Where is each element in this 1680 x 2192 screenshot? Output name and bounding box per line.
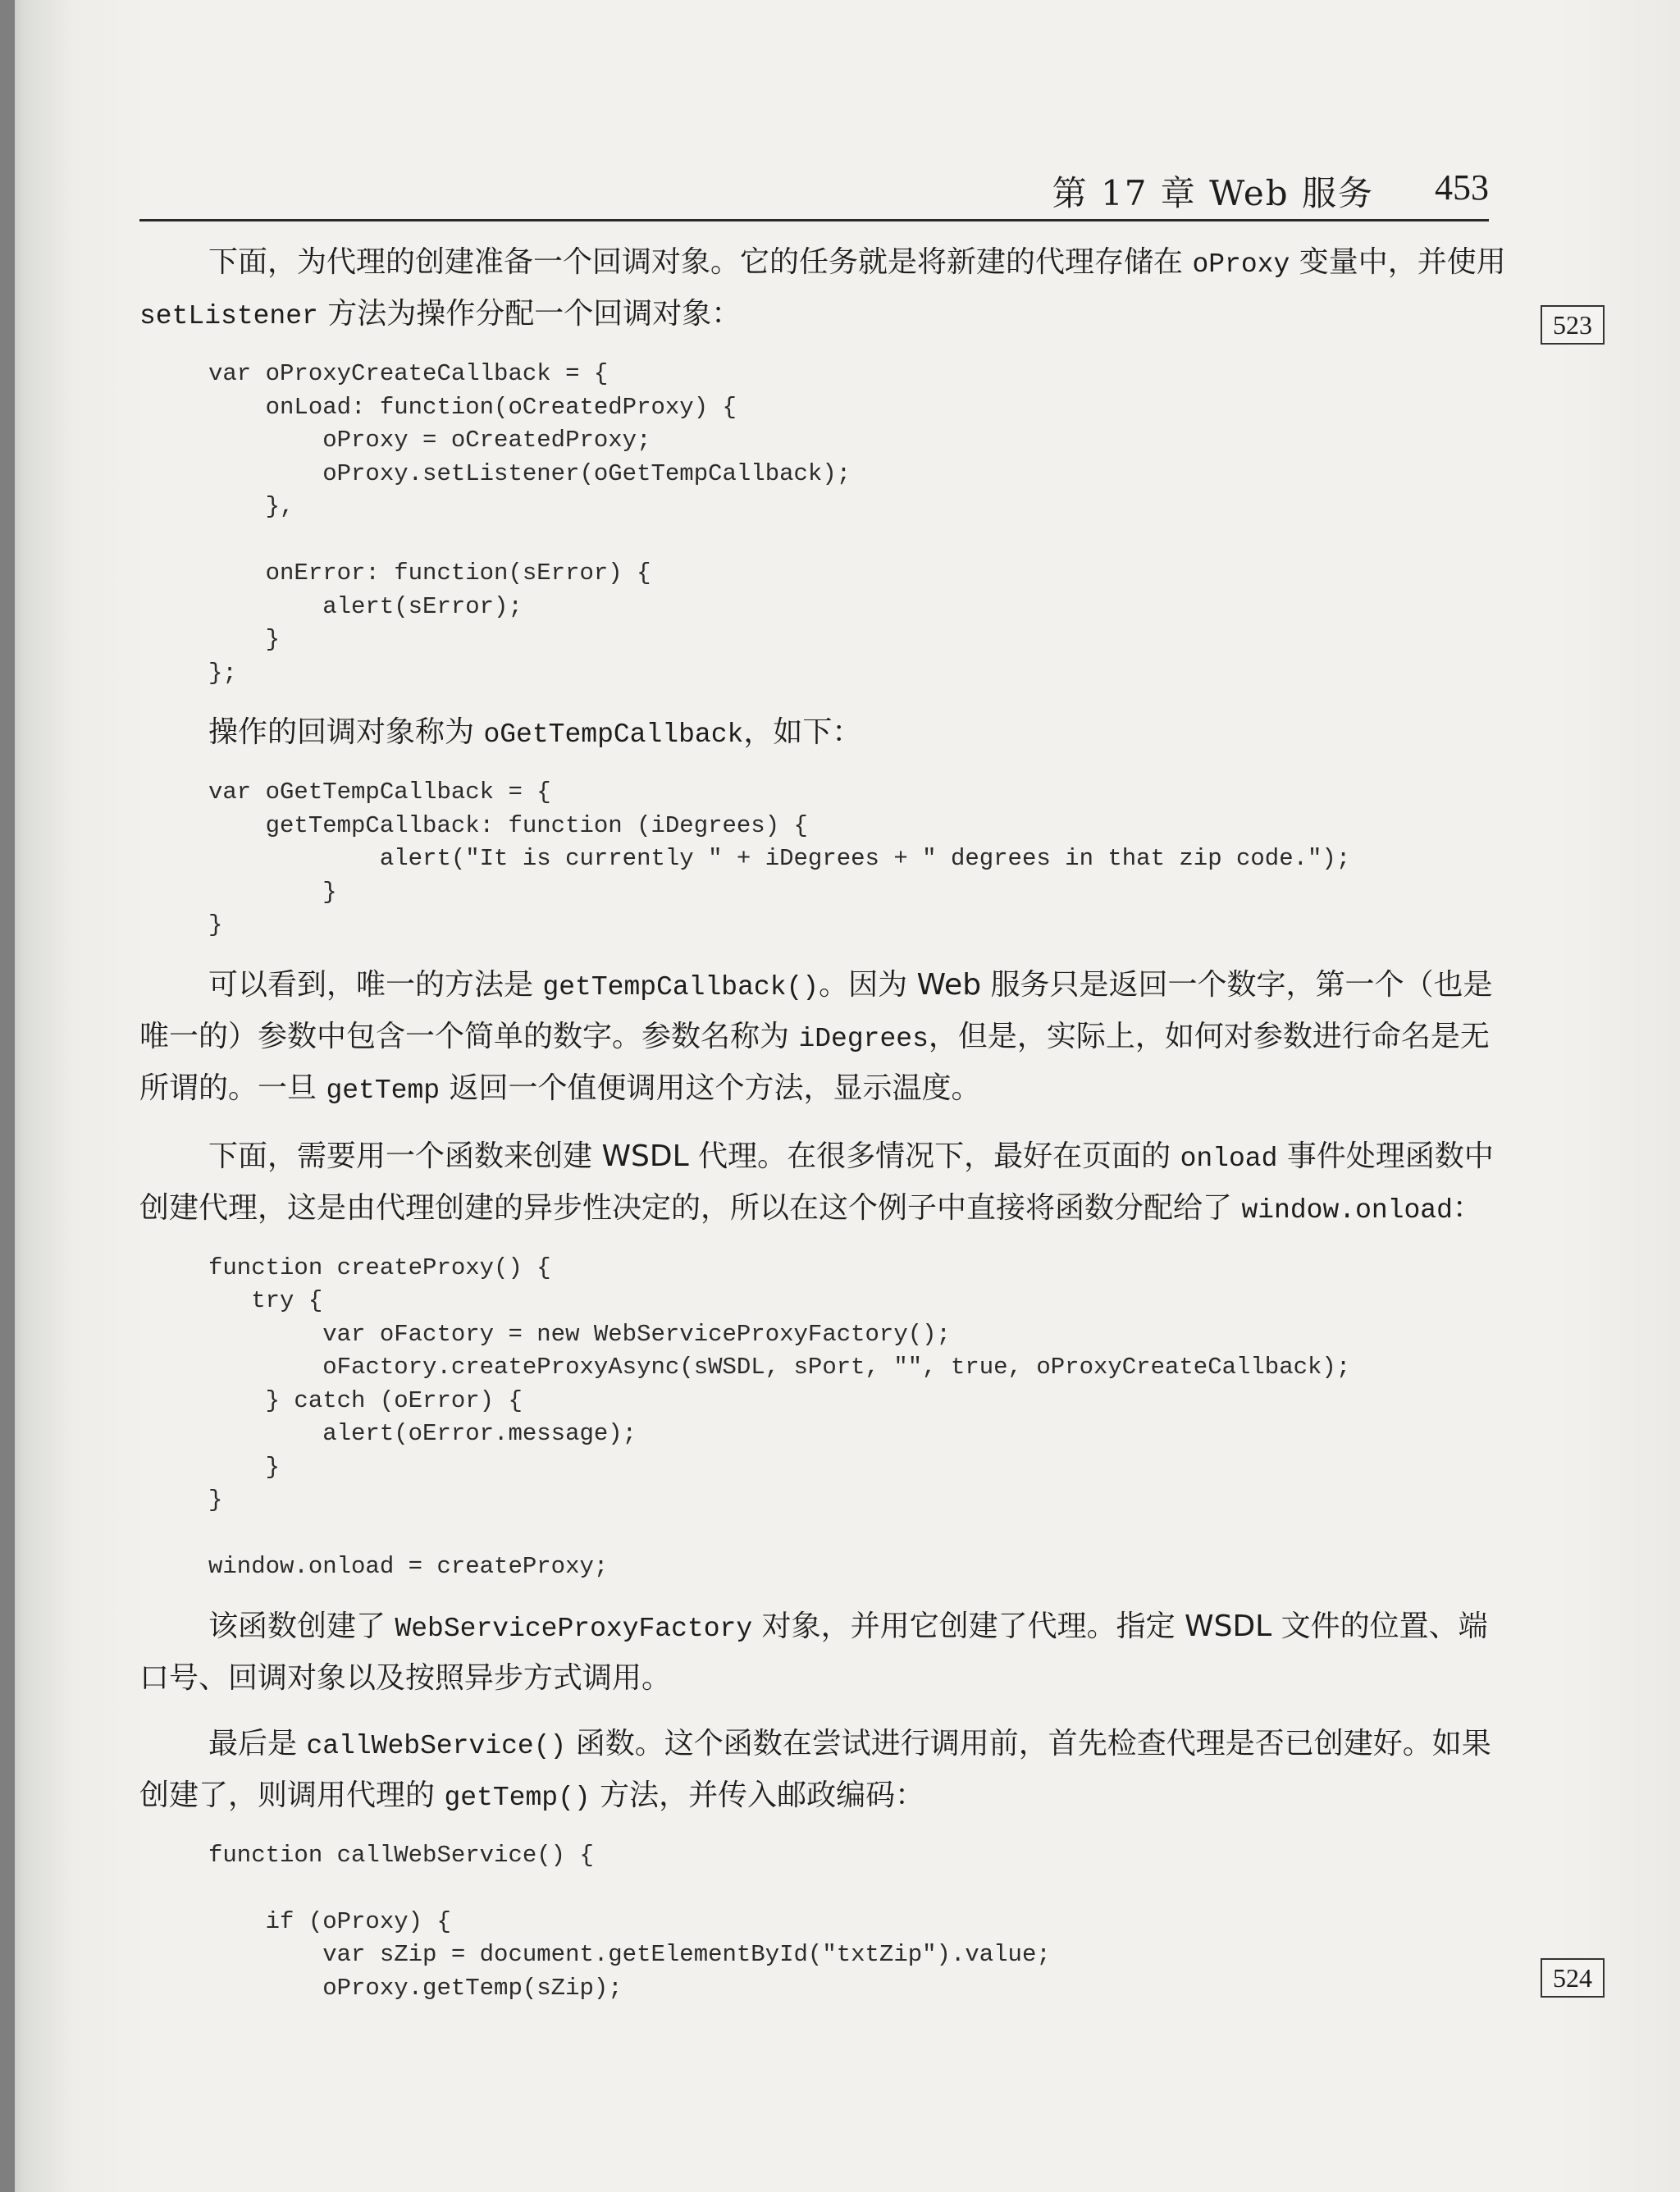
paragraph-text: 操作的回调对象称为 (208, 715, 484, 749)
body-paragraph (139, 1132, 1509, 1235)
margin-page-ref: 523 (1541, 305, 1605, 345)
inline-code: setListener (139, 301, 318, 331)
paragraph-text: 对象，并用它创建了代理。指定 WSDL 文件的位置、端口号、回调对象以及按照异步方式调用。 (139, 1609, 1488, 1695)
inline-code: callWebService() (306, 1730, 567, 1761)
code-listing: var oProxyCreateCallback = { onLoad: function(oCreatedProxy) { oProxy = oCreatedProxy; oProxy.setListener(oGetTempCallback); }, onError: function(sError) { alert(sError); } }; (208, 360, 851, 687)
paragraph-text: ，如下： (743, 715, 862, 749)
paragraph-text: 方法为操作分配一个回调对象： (317, 297, 742, 331)
paragraph-text: 函数。这个函数在尝试进行调用前，首先检查代理是否已创建好。如果创建了，则调用代理的 (139, 1726, 1491, 1812)
paragraph-text: 可以看到，唯一的方法是 (208, 967, 543, 1002)
code-listing: function callWebService() { if (oProxy) { var sZip = document.getElementById("txtZip").value; oProxy.getTemp(sZip); (208, 1841, 1051, 2002)
page-body (139, 238, 1509, 2023)
inline-code: onload (1180, 1143, 1278, 1174)
body-paragraph (139, 708, 1509, 760)
running-header (139, 160, 1489, 221)
paragraph-text: 事件处理函数中创建代理，这是由代理创建的异步性决定的，所以在这个例子中直接将函数分配给了 (139, 1139, 1494, 1225)
paragraph-text: 下面，为代理的创建准备一个回调对象。它的任务就是将新建的代理存储在 (208, 245, 1193, 279)
paragraph-text: 方法，并传入邮政编码： (590, 1778, 925, 1812)
margin-page-ref: 524 (1541, 1958, 1605, 1998)
page-number: 453 (1435, 167, 1489, 208)
paragraph-text: 返回一个值便调用这个方法，显示温度。 (440, 1071, 981, 1105)
paragraph-text: ： (1452, 1190, 1482, 1225)
chapter-title: 第 17 章 Web 服务 (1052, 173, 1374, 213)
body-paragraph (139, 238, 1509, 341)
inline-code: oGetTempCallback (483, 719, 744, 750)
body-paragraph (139, 961, 1509, 1116)
body-paragraph (139, 1719, 1509, 1823)
paragraph-text: 下面，需要用一个函数来创建 WSDL 代理。在很多情况下，最好在页面的 (208, 1139, 1180, 1173)
inline-code: iDegrees (798, 1023, 929, 1054)
paragraph-text: 该函数创建了 (208, 1609, 395, 1643)
code-listing: var oGetTempCallback = { getTempCallback: function (iDegrees) { alert("It is currently " + iDegrees + " degrees in that zip code."); } } (208, 779, 1351, 938)
inline-code: window.onload (1241, 1194, 1453, 1226)
inline-code: getTempCallback() (542, 971, 819, 1002)
body-paragraph (139, 1602, 1509, 1703)
code-listing: function createProxy() { try { var oFactory = new WebServiceProxyFactory(); oFactory.createProxyAsync(sWSDL, sPort, "", true, oProxyCreateCallback); } catch (oError) { alert(oError.message); } } window.onload = createProxy; (208, 1254, 1351, 1580)
inline-code: WebServiceProxyFactory (395, 1613, 753, 1644)
paragraph-text: 最后是 (208, 1726, 307, 1760)
inline-code: oProxy (1192, 249, 1290, 280)
book-spine-shadow (0, 0, 15, 2192)
inline-code: getTemp (326, 1075, 441, 1106)
paragraph-text: 。因为 Web 服务只是返回一个数字，第一个（也是唯一的）参数中包含一个简单的数字。参数名称为 (139, 967, 1493, 1053)
inline-code: getTemp() (444, 1782, 591, 1813)
paragraph-text: ，但是，实际上，如何对参数进行命名是无所谓的。一旦 (139, 1019, 1490, 1105)
paragraph-text: 变量中，并使用 (1290, 245, 1506, 279)
